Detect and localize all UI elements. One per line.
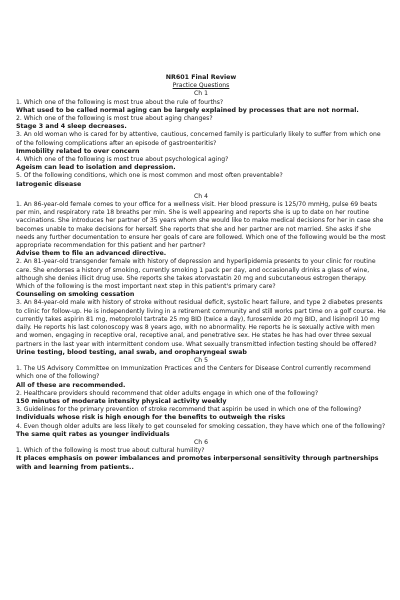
answer: It places emphasis on power imbalances and promotes interpersonal sensitivity through partnerships with and learning from patients.. — [16, 455, 379, 471]
document-page — [16, 74, 386, 472]
answer: Urine testing, blood testing, anal swab, and oropharyngeal swab — [16, 348, 247, 356]
question: 1. An 86-year-old female comes to your office for a wellness visit. Her blood pressure is 125/70 mmHg, pulse 69 beats per min, and respiratory rate 18 breaths per min. She is well appearing and reports she is up to date on her routine vaccinations. She introduces her partner of 35 years whom she would like to make medical decisions for her in case she becomes unable to make decisions for herself. She reports that she and her partner are not married. She asks if she needs any further documentation to ensure her goals of care are followed. Which one of the following would be the most appropriate recommendation for this patient and her partner? — [16, 201, 386, 250]
answer: Ageism can lead to isolation and depression. — [16, 164, 176, 172]
chapter-heading: Ch 4 — [194, 192, 208, 200]
question: 5. Of the following conditions, which one is most common and most often preventable? — [16, 172, 283, 180]
question: 2. An 81-year-old transgender female with history of depression and hyperlipidemia presents to your clinic for routine care. She endorses a history of smoking, currently smoking 1 pack per day, and occasionally drinks a glass of wine, although she denies illicit drug use. She reports she takes atorvastatin 20 mg and subcutaneous estrogen therapy. Which of the following is the most important next step in this patient's primary care? — [16, 258, 376, 291]
answer: The same quit rates as younger individuals — [16, 430, 170, 438]
question: 4. Which one of the following is most true about psychological aging? — [16, 156, 229, 164]
answer: All of these are recommended. — [16, 381, 126, 389]
section-ch5 — [16, 357, 386, 439]
answer: 150 minutes of moderate intensity physical activity weekly — [16, 397, 227, 405]
question: 1. The US Advisory Committee on Immunization Practices and the Centers for Disease Control currently recommend which one of the following? — [16, 365, 371, 381]
question: 1. Which one of the following is most true about the rule of fourths? — [16, 98, 224, 106]
answer: Immobility related to over concern — [16, 147, 140, 155]
chapter-heading: Ch 5 — [194, 356, 208, 364]
answer: Advise them to file an advanced directive. — [16, 250, 167, 258]
chapter-heading: Ch 6 — [194, 438, 208, 446]
answer: Iatrogenic disease — [16, 180, 82, 188]
question: 3. An 84-year-old male with history of stroke without residual deficit, systolic heart failure, and type 2 diabetes presents to clinic for follow-up. He is independently living in a retirement community and still works part time on a golf course. He currently takes aspirin 81 mg, metoprolol tartrate 25 mg BID (twice a day), furosemide 20 mg BID, and lisinopril 10 mg daily. He reports his last colonoscopy was 8 years ago, with no abnormality. He reports he is sexually active with men and women, engaging in receptive oral, receptive anal, and penetrative sex. He states he has had over three sexual partners in the last year with intermittent condom use. What sexually transmitted infection testing should be offered? — [16, 299, 386, 348]
document-subtitle: Practice Questions — [172, 82, 230, 90]
answer: Stage 3 and 4 sleep decreases. — [16, 123, 127, 131]
answer: Counseling on smoking cessation — [16, 291, 135, 299]
answer: What used to be called normal aging can be largely explained by processes that are not normal. — [16, 106, 359, 114]
chapter-heading: Ch 1 — [194, 90, 208, 98]
question: 2. Which one of the following is most true about aging changes? — [16, 115, 213, 123]
question: 3. Guidelines for the primary prevention of stroke recommend that aspirin be used in which one of the following? — [16, 406, 362, 414]
question: 2. Healthcare providers should recommend that older adults engage in which one of the following? — [16, 389, 319, 397]
question: 3. An old woman who is cared for by attentive, cautious, concerned family is particularly likely to suffer from which one of the following complications after an episode of gastroenteritis? — [16, 131, 381, 147]
section-ch1 — [16, 90, 386, 188]
question: 1. Which of the following is most true about cultural humility? — [16, 447, 205, 455]
section-ch6 — [16, 439, 386, 472]
document-title: NR601 Final Review — [165, 74, 237, 81]
answer: Individuals whose risk is high enough for the benefits to outweigh the risks — [16, 414, 286, 422]
question: 4. Even though older adults are less likely to get counseled for smoking cessation, they have which one of the following? — [16, 422, 386, 430]
section-ch4 — [16, 193, 386, 357]
